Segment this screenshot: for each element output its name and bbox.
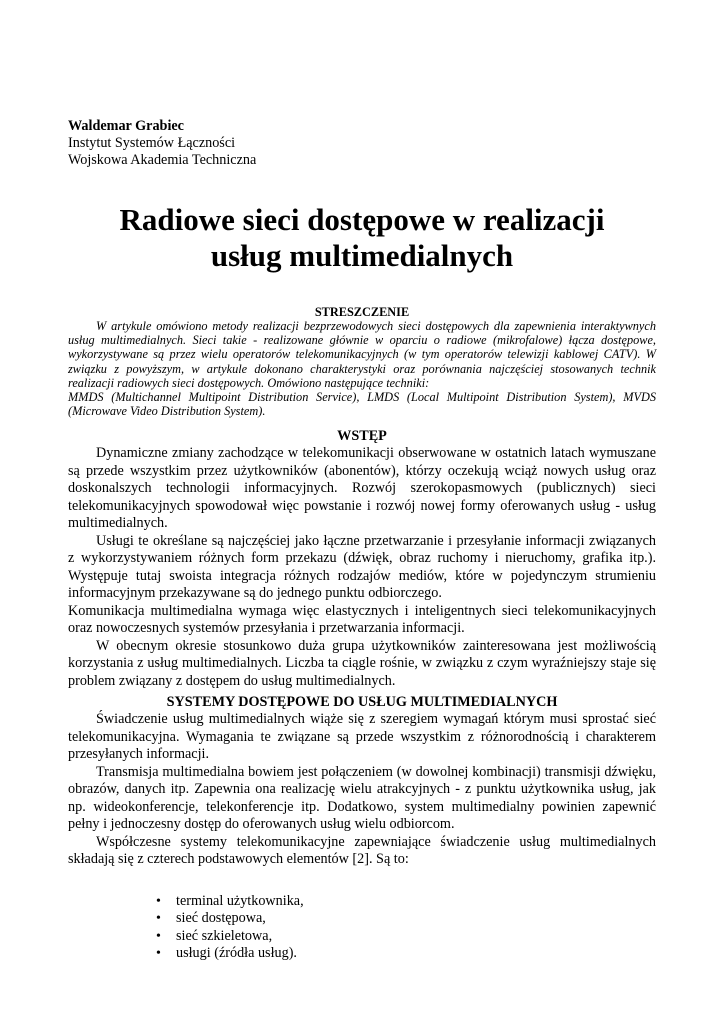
author-block	[68, 118, 656, 169]
body-paragraph: Współczesne systemy telekomunikacyjne zapewniające świadczenie usług multimedialnych składają się z czterech podstawowych elementów [2]. Są to:	[68, 833, 656, 868]
abstract-heading: STRESZCZENIE	[314, 305, 410, 319]
abstract-techniques: MMDS (Multichannel Multipoint Distribution Service), LMDS (Local Multipoint Distribution System), MVDS (Microwave Video Distribution System).	[68, 390, 656, 419]
list-item	[156, 910, 656, 928]
body-paragraph: Świadczenie usług multimedialnych wiąże się z szeregiem wymagań którym musi sprostać sieć telekomunikacyjna. Wymagania te związane są przede wszystkim z różnorodnością i charakterem przesyłanych informacji.	[68, 711, 656, 763]
list-item-text: terminal użytkownika,	[176, 892, 304, 909]
paper-title-line-2: usług multimedialnych	[210, 238, 514, 273]
author-name: Waldemar Grabiec	[68, 118, 184, 134]
body-paragraph: Dynamiczne zmiany zachodzące w telekomunikacji obserwowane w ostatnich latach wymuszane są przede wszystkim przez użytkowników (abonentów), którzy oczekują wciąż nowych usług oraz doskonalszych technologii informacyjnych. Rozwój szerokopasmowych (publicznych) sieci telekomunikacyjnych spowodował więc powstanie i rozwój nowej formy oferowanych usług - usług multimedialnych.	[68, 445, 656, 532]
list-item-text: usługi (źródła usług).	[176, 945, 297, 962]
document-page	[68, 118, 656, 963]
list-item	[156, 928, 656, 946]
body-paragraph: Komunikacja multimedialna wymaga więc elastycznych i inteligentnych sieci telekomunikacyjnych oraz nowoczesnych systemów przesyłania i przetwarzania informacji.	[68, 602, 656, 637]
body-paragraph: Usługi te określane są najczęściej jako łączne przetwarzanie i przesyłanie informacji związanych z wykorzystywaniem różnych form przekazu (dźwięk, obraz ruchomy i nieruchomy, grafika itp.). Występuje tutaj swoista integracja różnych rodzajów mediów, które w pojedynczym strumieniu informacyjnym przekazywane są do jednego punktu odbiorczego.	[68, 532, 656, 602]
list-item	[156, 893, 656, 911]
section-heading-introduction: WSTĘP	[337, 428, 387, 445]
paper-title-line-1: Radiowe sieci dostępowe w realizacji	[119, 202, 605, 237]
element-list	[68, 893, 656, 963]
body-paragraph: W obecnym okresie stosunkowo duża grupa użytkowników zainteresowana jest możliwością korzystania z usług multimedialnych. Liczba ta ciągle rośnie, w związku z czym wyraźniejszy staje się problem związany z dostępem do usług multimedialnych.	[68, 637, 656, 689]
paper-title	[68, 202, 656, 274]
bullet-icon: •	[156, 928, 161, 944]
body-paragraph: Transmisja multimedialna bowiem jest połączeniem (w dowolnej kombinacji) transmisji dźwięku, obrazów, danych itp. Zapewnia ona realizację wielu atrakcyjnych - z punktu użytkownika usług, jak np. wideokonferencje, telekonferencje itp. Dodatkowo, system multimedialny powinien zapewnić pełny i jednoczesny dostęp do oferowanych usług wielu odbiorcom.	[68, 763, 656, 833]
abstract-paragraph: W artykule omówiono metody realizacji bezprzewodowych sieci dostępowych dla zapewnienia interaktywnych usług multimedialnych. Sieci takie - realizowane głównie w oparciu o radiowe (mikrofalowe) łącza dostępowe, wykorzystywane są przez wielu operatorów telekomunikacyjnych (w tym operatorów telewizji kablowej CATV). W związku z powyższym, w artykule dokonano charakterystyki oraz porównania najczęściej stosowanych technik realizacji radiowych sieci dostępowych. Omówiono następujące techniki:	[68, 319, 656, 390]
list-item-text: sieć szkieletowa,	[176, 927, 273, 944]
list-item	[156, 945, 656, 963]
author-institute: Instytut Systemów Łączności	[68, 135, 236, 151]
bullet-icon: •	[156, 946, 161, 962]
author-university: Wojskowa Akademia Techniczna	[68, 152, 257, 168]
list-item-text: sieć dostępowa,	[176, 910, 266, 927]
bullet-icon: •	[156, 893, 161, 909]
bullet-icon: •	[156, 911, 161, 927]
section-heading-access-systems: SYSTEMY DOSTĘPOWE DO USŁUG MULTIMEDIALNYCH	[166, 694, 558, 711]
